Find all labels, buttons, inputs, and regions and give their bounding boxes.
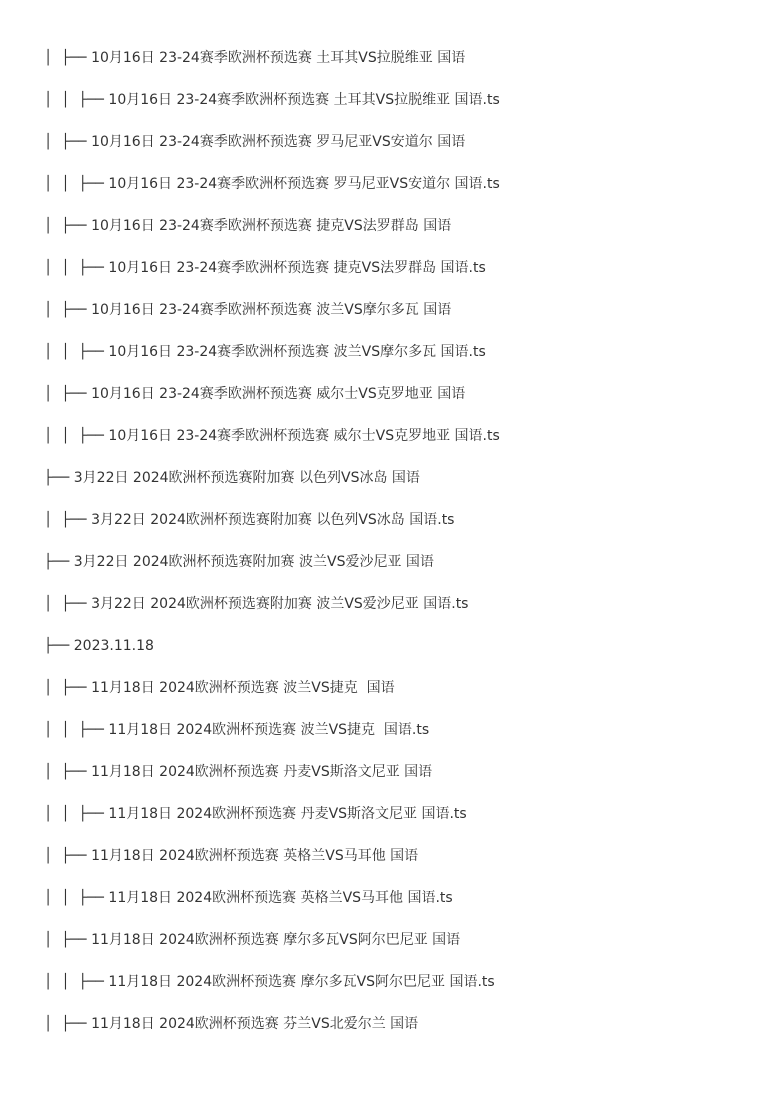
tree-entry-name: 10月16日 23-24赛季欧洲杯预选赛 捷克VS法罗群岛 国语 (91, 218, 452, 234)
tree-line (44, 541, 774, 583)
tree-line (44, 289, 774, 331)
tree-entry-name: 10月16日 23-24赛季欧洲杯预选赛 土耳其VS拉脱维亚 国语.ts (108, 92, 500, 108)
file-tree (44, 37, 774, 1045)
tree-branch-prefix: │ │ ├── (44, 890, 109, 906)
tree-entry-name: 11月18日 2024欧洲杯预选赛 英格兰VS马耳他 国语 (91, 848, 419, 864)
tree-entry-name: 11月18日 2024欧洲杯预选赛 波兰VS捷克 国语.ts (108, 722, 430, 738)
tree-branch-prefix: ├── (44, 470, 74, 486)
tree-line (44, 835, 774, 877)
tree-line (44, 667, 774, 709)
tree-branch-prefix: │ ├── (44, 932, 92, 948)
tree-entry-name: 10月16日 23-24赛季欧洲杯预选赛 捷克VS法罗群岛 国语.ts (108, 260, 486, 276)
tree-branch-prefix: │ ├── (44, 218, 92, 234)
tree-branch-prefix: │ │ ├── (44, 974, 109, 990)
tree-line (44, 415, 774, 457)
tree-branch-prefix: │ │ ├── (44, 722, 109, 738)
tree-branch-prefix: │ │ ├── (44, 428, 109, 444)
tree-entry-name: 11月18日 2024欧洲杯预选赛 波兰VS捷克 国语 (91, 680, 395, 696)
tree-branch-prefix: │ ├── (44, 1016, 92, 1032)
tree-entry-name: 10月16日 23-24赛季欧洲杯预选赛 威尔士VS克罗地亚 国语.ts (108, 428, 500, 444)
tree-branch-prefix: ├── (44, 638, 74, 654)
tree-line (44, 205, 774, 247)
tree-line (44, 79, 774, 121)
tree-line (44, 961, 774, 1003)
tree-line (44, 373, 774, 415)
tree-entry-name: 11月18日 2024欧洲杯预选赛 摩尔多瓦VS阿尔巴尼亚 国语.ts (108, 974, 495, 990)
tree-entry-name: 2023.11.18 (73, 638, 154, 654)
tree-branch-prefix: │ │ ├── (44, 92, 109, 108)
tree-entry-name: 10月16日 23-24赛季欧洲杯预选赛 土耳其VS拉脱维亚 国语 (91, 50, 466, 66)
tree-line (44, 583, 774, 625)
tree-entry-name: 11月18日 2024欧洲杯预选赛 芬兰VS北爱尔兰 国语 (91, 1016, 419, 1032)
tree-entry-name: 10月16日 23-24赛季欧洲杯预选赛 罗马尼亚VS安道尔 国语 (91, 134, 466, 150)
tree-branch-prefix: │ ├── (44, 764, 92, 780)
tree-branch-prefix: │ ├── (44, 134, 92, 150)
tree-branch-prefix: │ ├── (44, 680, 92, 696)
tree-entry-name: 11月18日 2024欧洲杯预选赛 英格兰VS马耳他 国语.ts (108, 890, 453, 906)
tree-entry-name: 3月22日 2024欧洲杯预选赛附加赛 以色列VS冰岛 国语.ts (91, 512, 455, 528)
tree-line (44, 1003, 774, 1045)
tree-entry-name: 11月18日 2024欧洲杯预选赛 摩尔多瓦VS阿尔巴尼亚 国语 (91, 932, 461, 948)
tree-branch-prefix: │ ├── (44, 512, 92, 528)
tree-branch-prefix: │ ├── (44, 302, 92, 318)
tree-line (44, 121, 774, 163)
tree-line (44, 793, 774, 835)
tree-line (44, 499, 774, 541)
tree-line (44, 331, 774, 373)
tree-line (44, 163, 774, 205)
tree-line (44, 247, 774, 289)
tree-branch-prefix: │ │ ├── (44, 806, 109, 822)
tree-entry-name: 10月16日 23-24赛季欧洲杯预选赛 波兰VS摩尔多瓦 国语 (91, 302, 452, 318)
tree-entry-name: 3月22日 2024欧洲杯预选赛附加赛 波兰VS爱沙尼亚 国语.ts (91, 596, 469, 612)
tree-branch-prefix: │ ├── (44, 596, 92, 612)
tree-entry-name: 10月16日 23-24赛季欧洲杯预选赛 波兰VS摩尔多瓦 国语.ts (108, 344, 486, 360)
tree-line (44, 751, 774, 793)
tree-line (44, 625, 774, 667)
tree-line (44, 919, 774, 961)
tree-entry-name: 3月22日 2024欧洲杯预选赛附加赛 以色列VS冰岛 国语 (73, 470, 420, 486)
tree-entry-name: 10月16日 23-24赛季欧洲杯预选赛 威尔士VS克罗地亚 国语 (91, 386, 466, 402)
tree-entry-name: 3月22日 2024欧洲杯预选赛附加赛 波兰VS爱沙尼亚 国语 (73, 554, 434, 570)
tree-line (44, 37, 774, 79)
tree-entry-name: 11月18日 2024欧洲杯预选赛 丹麦VS斯洛文尼亚 国语.ts (108, 806, 467, 822)
tree-branch-prefix: │ │ ├── (44, 344, 109, 360)
tree-line (44, 457, 774, 499)
tree-branch-prefix: │ │ ├── (44, 176, 109, 192)
tree-entry-name: 10月16日 23-24赛季欧洲杯预选赛 罗马尼亚VS安道尔 国语.ts (108, 176, 500, 192)
tree-branch-prefix: │ ├── (44, 386, 92, 402)
tree-branch-prefix: │ ├── (44, 50, 92, 66)
tree-line (44, 877, 774, 919)
tree-entry-name: 11月18日 2024欧洲杯预选赛 丹麦VS斯洛文尼亚 国语 (91, 764, 433, 780)
tree-line (44, 709, 774, 751)
tree-branch-prefix: │ ├── (44, 848, 92, 864)
tree-branch-prefix: │ │ ├── (44, 260, 109, 276)
tree-branch-prefix: ├── (44, 554, 74, 570)
